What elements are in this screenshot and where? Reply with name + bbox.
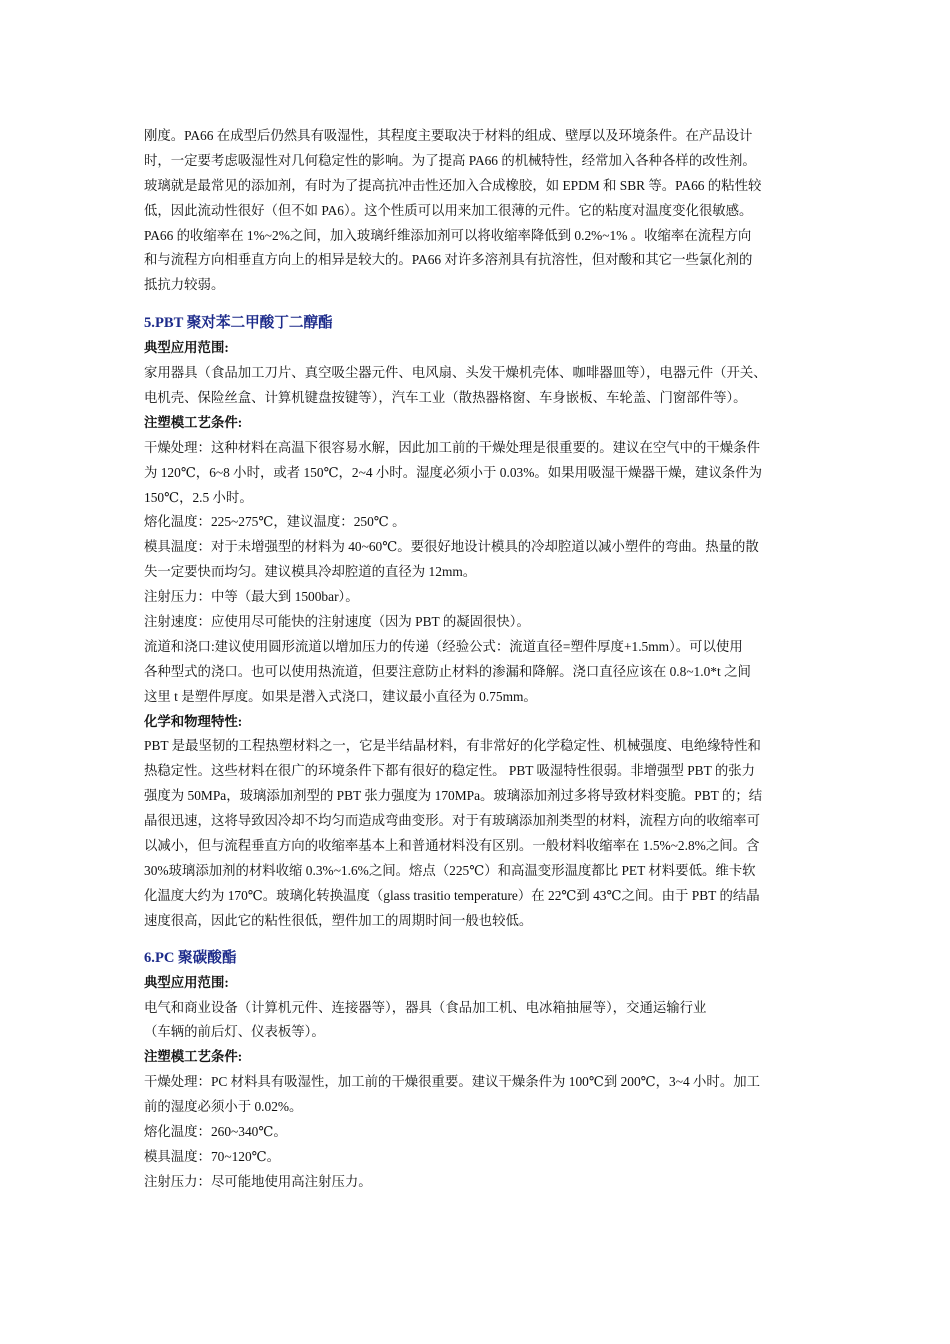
- text-line: 模具温度：70~120℃。: [144, 1148, 281, 1164]
- text-line: 玻璃就是最常见的添加剂，有时为了提高抗冲击性还加入合成橡胶，如 EPDM 和 SBR 等。PA66 的粘性较: [144, 177, 762, 193]
- text-line: 化温度大约为 170℃。玻璃化转换温度（glass trasitio temperature）在 22℃到 43℃之间。由于 PBT 的结晶: [144, 887, 760, 903]
- text-line: 晶很迅速，这将导致因冷却不均匀而造成弯曲变形。对于有玻璃添加剂类型的材料，流程方向的收缩率可: [144, 813, 760, 829]
- document-page: [144, 124, 816, 1195]
- text-line: 速度很高，因此它的粘性很低，塑件加工的周期时间一般也较低。: [144, 912, 533, 928]
- pc-process-label: 注塑模工艺条件:: [144, 1049, 243, 1065]
- pbt-process-label: 注塑模工艺条件:: [144, 414, 243, 430]
- text-line: 热稳定性。这些材料在很广的环境条件下都有很好的稳定性。 PBT 吸湿特性很弱。非增强型 PBT 的张力: [144, 763, 756, 779]
- text-line: 电气和商业设备（计算机元件、连接器等），器具（食品加工机、电冰箱抽屉等），交通运输行业: [144, 999, 707, 1015]
- text-line: PBT 是最坚韧的工程热塑材料之一，它是半结晶材料，有非常好的化学稳定性、机械强度、电绝缘特性和: [144, 738, 761, 754]
- text-line: 和与流程方向相垂直方向上的相异是较大的。PA66 对许多溶剂具有抗溶性，但对酸和其它一些氯化剂的: [144, 252, 753, 268]
- text-line: 刚度。PA66 在成型后仍然具有吸湿性，其程度主要取决于材料的组成、壁厚以及环境条件。在产品设计: [144, 128, 753, 143]
- text-line: 注射压力：尽可能地使用高注射压力。: [144, 1173, 372, 1189]
- pbt-application-label: 典型应用范围:: [144, 340, 229, 356]
- text-line: 抵抗力较弱。: [144, 277, 225, 293]
- text-line: 熔化温度：260~340℃。: [144, 1123, 287, 1139]
- text-line: 模具温度：对于未增强型的材料为 40~60℃。要很好地设计模具的冷却腔道以减小塑件的弯曲。热量的散: [144, 539, 759, 555]
- text-line: 各种型式的浇口。也可以使用热流道，但要注意防止材料的渗漏和降解。浇口直径应该在 0.8~1.0*t 之间: [144, 663, 751, 679]
- text-line: 150℃，2.5 小时。: [144, 489, 253, 505]
- text-line: 注射压力：中等（最大到 1500bar）。: [144, 589, 359, 605]
- text-line: PA66 的收缩率在 1%~2%之间，加入玻璃纤维添加剂可以将收缩率降低到 0.2%~1% 。收缩率在流程方向: [144, 227, 752, 243]
- text-line: 注射速度：应使用尽可能快的注射速度（因为 PBT 的凝固很快）。: [144, 614, 530, 630]
- text-line: 干燥处理：PC 材料具有吸湿性，加工前的干燥很重要。建议干燥条件为 100℃到 200℃，3~4 小时。加工: [144, 1074, 760, 1090]
- pc-application-label: 典型应用范围:: [144, 974, 229, 990]
- text-line: 失一定要快而均匀。建议模具冷却腔道的直径为 12mm。: [144, 564, 477, 580]
- text-line: 家用器具（食品加工刀片、真空吸尘器元件、电风扇、头发干燥机壳体、咖啡器皿等），电器元件（开关、: [144, 365, 767, 381]
- pbt-section: [144, 311, 816, 933]
- text-line: 强度为 50MPa，玻璃添加剂型的 PBT 张力强度为 170MPa。玻璃添加剂过多将导致材料变脆。PBT 的；结: [144, 788, 763, 804]
- text-line: （车辆的前后灯、仪表板等）。: [144, 1024, 325, 1040]
- section-heading-pbt: 5.PBT 聚对苯二甲酸丁二醇酯: [144, 315, 333, 332]
- text-line: 30%玻璃添加剂的材料收缩 0.3%~1.6%之间。熔点（225℃）和高温变形温度都比 PET 材料要低。维卡软: [144, 862, 756, 878]
- text-line: 以减小，但与流程垂直方向的收缩率基本上和普通材料没有区别。一般材料收缩率在 1.5%~2.8%之间。含: [144, 838, 760, 854]
- text-line: 为 120℃，6~8 小时，或者 150℃，2~4 小时。湿度必须小于 0.03%。如果用吸湿干燥器干燥，建议条件为: [144, 464, 763, 480]
- section-heading-pc: 6.PC 聚碳酸酯: [144, 949, 237, 966]
- text-line: 前的湿度必须小于 0.02%。: [144, 1099, 303, 1115]
- pbt-properties-label: 化学和物理特性:: [144, 713, 243, 729]
- text-line: 干燥处理：这种材料在高温下很容易水解，因此加工前的干燥处理是很重要的。建议在空气中的干燥条件: [144, 439, 760, 455]
- text-line: 这里 t 是塑件厚度。如果是潜入式浇口，建议最小直径为 0.75mm。: [144, 688, 537, 704]
- text-line: 流道和浇口:建议使用圆形流道以增加压力的传递（经验公式：流道直径=塑件厚度+1.5mm）。可以使用: [144, 638, 743, 654]
- pc-section: [144, 946, 816, 1195]
- text-line: 熔化温度：225~275℃，建议温度：250℃ 。: [144, 514, 406, 530]
- intro-paragraph: [144, 124, 816, 298]
- text-line: 低，因此流动性很好（但不如 PA6）。这个性质可以用来加工很薄的元件。它的粘度对温度变化很敏感。: [144, 202, 753, 218]
- text-line: 时，一定要考虑吸湿性对几何稳定性的影响。为了提高 PA66 的机械特性，经常加入各种各样的改性剂。: [144, 152, 756, 168]
- text-line: 电机壳、保险丝盒、计算机键盘按键等），汽车工业（散热器格窗、车身嵌板、车轮盖、门窗部件等）。: [144, 390, 747, 406]
